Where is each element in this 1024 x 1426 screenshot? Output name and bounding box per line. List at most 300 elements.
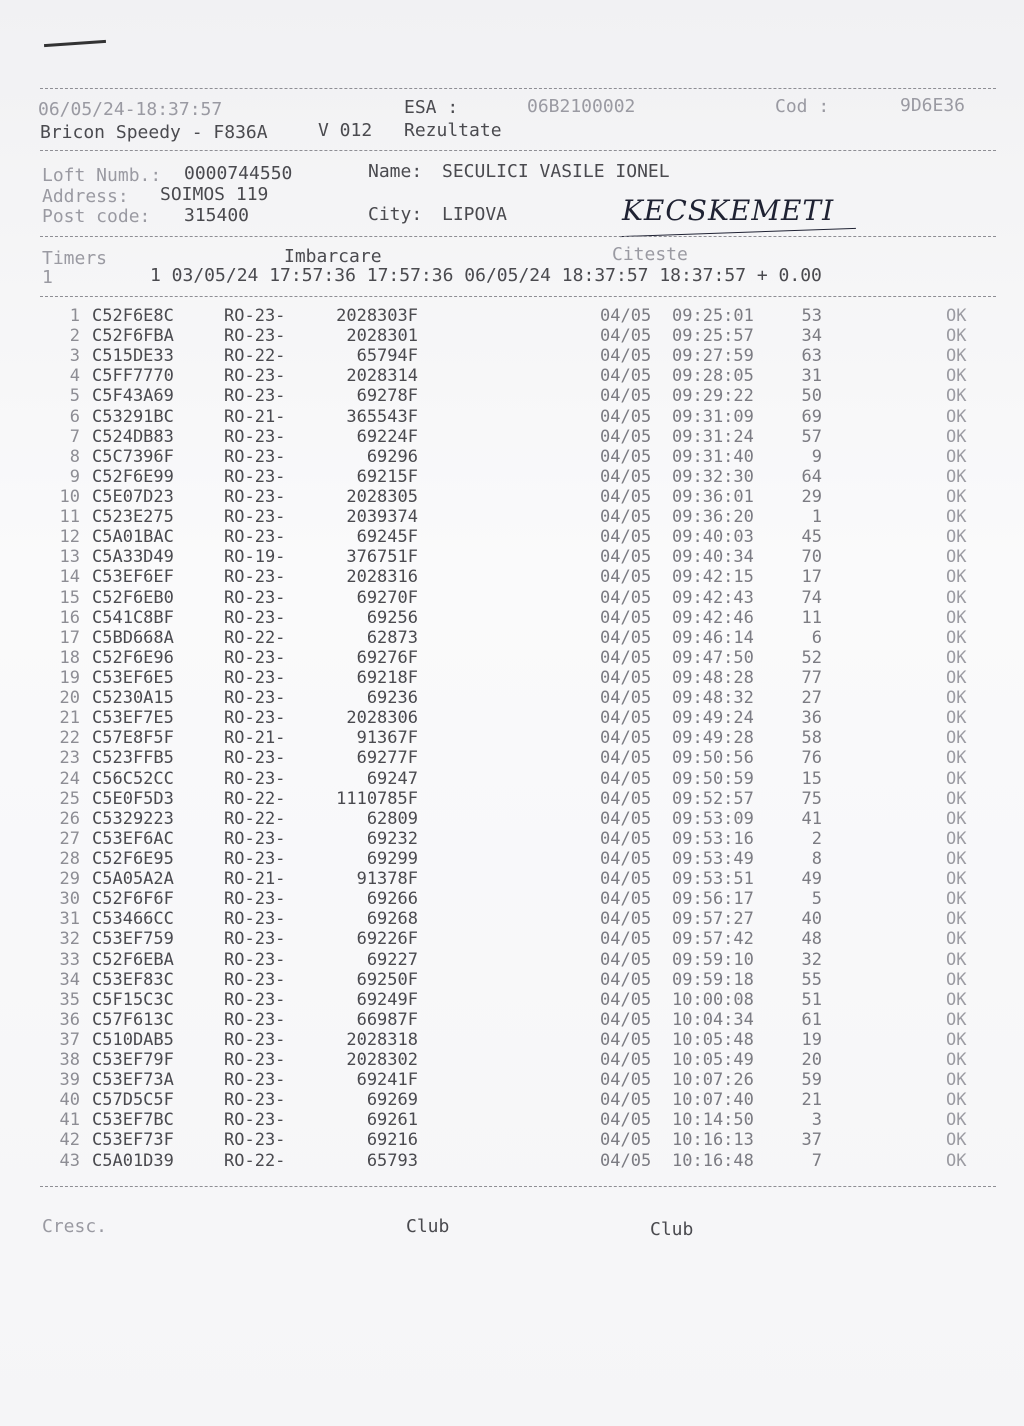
arrival-date: 04/05 [600, 1130, 652, 1151]
arrival-date: 04/05 [600, 1029, 652, 1050]
ring-number: 2028316 [346, 567, 418, 588]
row-index: 3 [69, 346, 80, 367]
ring-number: 65793 [366, 1150, 418, 1171]
status: OK [946, 567, 967, 588]
ring-number: 2028314 [346, 366, 418, 387]
arrival-time: 09:42:43 [672, 587, 754, 608]
status: OK [946, 547, 967, 568]
ring-prefix: RO-23- [224, 527, 286, 548]
table-row [0, 668, 1024, 688]
row-index: 35 [59, 989, 80, 1010]
table-row [0, 849, 1024, 869]
ring-number: 2028303F [336, 306, 418, 326]
position: 21 [801, 1090, 822, 1111]
ring-prefix: RO-23- [224, 486, 286, 507]
row-index: 24 [59, 768, 80, 789]
ring-prefix: RO-23- [224, 446, 286, 467]
chip-id: C52F6FBA [92, 326, 174, 347]
arrival-date: 04/05 [600, 1070, 652, 1091]
ring-prefix: RO-19- [224, 547, 286, 568]
position: 20 [801, 1050, 822, 1071]
row-index: 2 [69, 326, 80, 347]
arrival-time: 09:59:18 [672, 969, 754, 990]
citeste-label: Citeste [612, 244, 688, 265]
row-index: 30 [59, 889, 80, 910]
table-row [0, 1110, 1024, 1130]
footer-club-2: Club [650, 1219, 694, 1240]
table-row [0, 588, 1024, 608]
arrival-date: 04/05 [600, 527, 652, 548]
row-index: 9 [69, 466, 80, 487]
ring-number: 69236 [366, 688, 418, 709]
position: 74 [801, 587, 822, 608]
footer-cresc: Cresc. [42, 1216, 108, 1237]
city-value: LIPOVA [442, 204, 508, 225]
chip-id: C5E07D23 [92, 486, 174, 507]
arrival-date: 04/05 [600, 848, 652, 869]
arrival-time: 10:14:50 [672, 1110, 754, 1131]
ring-prefix: RO-23- [224, 306, 286, 326]
row-index: 11 [59, 507, 80, 528]
arrival-date: 04/05 [600, 708, 652, 729]
ring-prefix: RO-23- [224, 507, 286, 528]
arrival-time: 10:16:13 [672, 1130, 754, 1151]
arrival-date: 04/05 [600, 828, 652, 849]
position: 36 [801, 708, 822, 729]
row-index: 43 [59, 1150, 80, 1171]
chip-id: C52F6F6F [92, 889, 174, 910]
chip-id: C52F6EBA [92, 949, 174, 970]
status: OK [946, 426, 967, 447]
status: OK [946, 627, 967, 648]
position: 19 [801, 1029, 822, 1050]
table-row [0, 1151, 1024, 1171]
arrival-time: 09:31:24 [672, 426, 754, 447]
arrival-time: 10:00:08 [672, 989, 754, 1010]
ring-prefix: RO-23- [224, 1029, 286, 1050]
status: OK [946, 346, 967, 367]
table-row [0, 326, 1024, 346]
row-index: 13 [59, 547, 80, 568]
arrival-time: 09:49:28 [672, 728, 754, 749]
status: OK [946, 326, 967, 347]
ring-number: 69269 [366, 1090, 418, 1111]
row-index: 39 [59, 1070, 80, 1091]
chip-id: C53EF7E5 [92, 708, 174, 729]
table-row [0, 789, 1024, 809]
row-index: 27 [59, 828, 80, 849]
arrival-date: 04/05 [600, 748, 652, 769]
arrival-date: 04/05 [600, 688, 652, 709]
position: 61 [801, 1009, 822, 1030]
position: 6 [811, 627, 822, 648]
arrival-time: 10:05:49 [672, 1050, 754, 1071]
ring-number: 69277F [356, 748, 418, 769]
handwritten-note: KECSKEMETI [622, 194, 835, 227]
table-row [0, 1010, 1024, 1030]
table-row [0, 829, 1024, 849]
ring-prefix: RO-23- [224, 828, 286, 849]
arrival-time: 09:48:32 [672, 688, 754, 709]
position: 52 [801, 647, 822, 668]
table-row [0, 990, 1024, 1010]
row-index: 25 [59, 788, 80, 809]
table-row [0, 1050, 1024, 1070]
ring-prefix: RO-23- [224, 929, 286, 950]
ring-number: 69232 [366, 828, 418, 849]
ring-prefix: RO-23- [224, 989, 286, 1010]
ring-number: 69245F [356, 527, 418, 548]
arrival-date: 04/05 [600, 406, 652, 427]
status: OK [946, 929, 967, 950]
table-row [0, 688, 1024, 708]
arrival-date: 04/05 [600, 728, 652, 749]
arrival-date: 04/05 [600, 1110, 652, 1131]
status: OK [946, 949, 967, 970]
arrival-date: 04/05 [600, 547, 652, 568]
footer-club-1: Club [406, 1216, 450, 1237]
ring-number: 69278F [356, 386, 418, 407]
arrival-date: 04/05 [600, 366, 652, 387]
table-row [0, 1130, 1024, 1150]
chip-id: C52F6E96 [92, 647, 174, 668]
status: OK [946, 446, 967, 467]
status: OK [946, 708, 967, 729]
row-index: 14 [59, 567, 80, 588]
ring-number: 62873 [366, 627, 418, 648]
status: OK [946, 667, 967, 688]
ring-number: 62809 [366, 808, 418, 829]
timer-line: 1 03/05/24 17:57:36 17:57:36 06/05/24 18:37:57 18:37:57 + 0.00 [150, 265, 822, 286]
table-row [0, 929, 1024, 949]
ring-prefix: RO-23- [224, 969, 286, 990]
arrival-date: 04/05 [600, 909, 652, 930]
ring-number: 69270F [356, 587, 418, 608]
arrival-time: 09:50:59 [672, 768, 754, 789]
arrival-time: 09:27:59 [672, 346, 754, 367]
chip-id: C57E8F5F [92, 728, 174, 749]
row-index: 26 [59, 808, 80, 829]
ring-number: 2028318 [346, 1029, 418, 1050]
arrival-date: 04/05 [600, 326, 652, 347]
chip-id: C53EF83C [92, 969, 174, 990]
arrival-time: 09:46:14 [672, 627, 754, 648]
ring-prefix: RO-23- [224, 1130, 286, 1151]
cod-label: Cod : [775, 96, 830, 117]
arrival-time: 09:53:51 [672, 869, 754, 890]
firmware-version: V 012 [318, 120, 373, 141]
arrival-time: 09:49:24 [672, 708, 754, 729]
status: OK [946, 1050, 967, 1071]
table-row [0, 1030, 1024, 1050]
ring-prefix: RO-22- [224, 627, 286, 648]
arrival-time: 09:50:56 [672, 748, 754, 769]
table-row [0, 366, 1024, 386]
status: OK [946, 306, 967, 326]
row-index: 33 [59, 949, 80, 970]
status: OK [946, 848, 967, 869]
results-table [0, 306, 1024, 1171]
arrival-date: 04/05 [600, 889, 652, 910]
table-row [0, 547, 1024, 567]
chip-id: C53EF79F [92, 1050, 174, 1071]
position: 77 [801, 667, 822, 688]
ring-number: 2028306 [346, 708, 418, 729]
ring-number: 69215F [356, 466, 418, 487]
arrival-time: 09:31:40 [672, 446, 754, 467]
timers-label: Timers [42, 248, 108, 269]
ring-number: 91367F [356, 728, 418, 749]
divider-owner [40, 236, 996, 237]
position: 75 [801, 788, 822, 809]
ring-prefix: RO-23- [224, 748, 286, 769]
arrival-date: 04/05 [600, 627, 652, 648]
ring-number: 376751F [346, 547, 418, 568]
arrival-date: 04/05 [600, 989, 652, 1010]
position: 63 [801, 346, 822, 367]
chip-id: C523FFB5 [92, 748, 174, 769]
status: OK [946, 607, 967, 628]
ring-prefix: RO-23- [224, 567, 286, 588]
status: OK [946, 808, 967, 829]
arrival-date: 04/05 [600, 768, 652, 789]
ring-prefix: RO-23- [224, 688, 286, 709]
row-index: 38 [59, 1050, 80, 1071]
divider-timers [40, 296, 996, 297]
ring-number: 69266 [366, 889, 418, 910]
device-name: Bricon Speedy - F836A [40, 122, 268, 143]
table-row [0, 889, 1024, 909]
arrival-date: 04/05 [600, 808, 652, 829]
arrival-time: 10:16:48 [672, 1150, 754, 1171]
ring-prefix: RO-23- [224, 426, 286, 447]
table-row [0, 628, 1024, 648]
arrival-date: 04/05 [600, 647, 652, 668]
cod-value: 9D6E36 [900, 95, 966, 116]
chip-id: C524DB83 [92, 426, 174, 447]
status: OK [946, 406, 967, 427]
chip-id: C56C52CC [92, 768, 174, 789]
row-index: 32 [59, 929, 80, 950]
arrival-date: 04/05 [600, 788, 652, 809]
chip-id: C5F15C3C [92, 989, 174, 1010]
position: 58 [801, 728, 822, 749]
status: OK [946, 466, 967, 487]
divider-bottom [40, 1186, 996, 1187]
chip-id: C53291BC [92, 406, 174, 427]
print-datetime: 06/05/24-18:37:57 [38, 99, 223, 120]
arrival-date: 04/05 [600, 929, 652, 950]
table-row [0, 970, 1024, 990]
table-row [0, 407, 1024, 427]
status: OK [946, 889, 967, 910]
status: OK [946, 869, 967, 890]
ring-prefix: RO-23- [224, 607, 286, 628]
arrival-time: 09:28:05 [672, 366, 754, 387]
ring-prefix: RO-23- [224, 768, 286, 789]
position: 40 [801, 909, 822, 930]
position: 55 [801, 969, 822, 990]
ring-number: 65794F [356, 346, 418, 367]
esa-label: ESA : [404, 97, 459, 118]
arrival-time: 09:36:20 [672, 507, 754, 528]
row-index: 12 [59, 527, 80, 548]
position: 51 [801, 989, 822, 1010]
position: 7 [811, 1150, 822, 1171]
table-row [0, 487, 1024, 507]
status: OK [946, 1110, 967, 1131]
table-row [0, 567, 1024, 587]
position: 59 [801, 1070, 822, 1091]
row-index: 10 [59, 486, 80, 507]
arrival-time: 09:31:09 [672, 406, 754, 427]
chip-id: C53EF759 [92, 929, 174, 950]
ring-number: 69218F [356, 667, 418, 688]
chip-id: C5A01D39 [92, 1150, 174, 1171]
arrival-time: 09:47:50 [672, 647, 754, 668]
position: 49 [801, 869, 822, 890]
ring-prefix: RO-23- [224, 1090, 286, 1111]
arrival-date: 04/05 [600, 426, 652, 447]
row-index: 18 [59, 647, 80, 668]
arrival-time: 09:42:46 [672, 607, 754, 628]
chip-id: C52F6E99 [92, 466, 174, 487]
ring-prefix: RO-23- [224, 1110, 286, 1131]
row-index: 17 [59, 627, 80, 648]
ring-number: 69268 [366, 909, 418, 930]
chip-id: C510DAB5 [92, 1029, 174, 1050]
ring-number: 69227 [366, 949, 418, 970]
row-index: 6 [69, 406, 80, 427]
ring-number: 91378F [356, 869, 418, 890]
chip-id: C52F6E95 [92, 848, 174, 869]
ring-prefix: RO-23- [224, 848, 286, 869]
arrival-time: 09:52:57 [672, 788, 754, 809]
esa-value: 06B2100002 [527, 96, 636, 117]
divider-header [40, 150, 996, 151]
position: 31 [801, 366, 822, 387]
position: 37 [801, 1130, 822, 1151]
arrival-time: 09:53:09 [672, 808, 754, 829]
address-value: SOIMOS 119 [160, 184, 269, 205]
ring-prefix: RO-23- [224, 366, 286, 387]
status: OK [946, 768, 967, 789]
divider-top [40, 88, 996, 89]
arrival-date: 04/05 [600, 306, 652, 326]
ring-number: 69250F [356, 969, 418, 990]
row-index: 21 [59, 708, 80, 729]
position: 27 [801, 688, 822, 709]
status: OK [946, 728, 967, 749]
table-row [0, 306, 1024, 326]
arrival-date: 04/05 [600, 466, 652, 487]
arrival-date: 04/05 [600, 507, 652, 528]
arrival-time: 09:25:57 [672, 326, 754, 347]
status: OK [946, 587, 967, 608]
ring-number: 69226F [356, 929, 418, 950]
row-index: 36 [59, 1009, 80, 1030]
table-row [0, 527, 1024, 547]
arrival-time: 09:57:42 [672, 929, 754, 950]
position: 3 [811, 1110, 822, 1131]
ring-prefix: RO-23- [224, 1070, 286, 1091]
ring-prefix: RO-23- [224, 647, 286, 668]
position: 50 [801, 386, 822, 407]
status: OK [946, 486, 967, 507]
arrival-date: 04/05 [600, 969, 652, 990]
chip-id: C53466CC [92, 909, 174, 930]
status: OK [946, 1070, 967, 1091]
position: 32 [801, 949, 822, 970]
position: 17 [801, 567, 822, 588]
position: 8 [811, 848, 822, 869]
ring-prefix: RO-22- [224, 808, 286, 829]
row-index: 28 [59, 848, 80, 869]
ring-number: 365543F [346, 406, 418, 427]
row-index: 15 [59, 587, 80, 608]
arrival-date: 04/05 [600, 587, 652, 608]
ring-number: 2028301 [346, 326, 418, 347]
table-row [0, 869, 1024, 889]
table-row [0, 950, 1024, 970]
status: OK [946, 788, 967, 809]
table-row [0, 728, 1024, 748]
chip-id: C53EF6E5 [92, 667, 174, 688]
arrival-time: 09:40:03 [672, 527, 754, 548]
table-row [0, 748, 1024, 768]
row-index: 1 [69, 306, 80, 326]
arrival-time: 09:40:34 [672, 547, 754, 568]
loft-label: Loft Numb.: [42, 165, 162, 186]
chip-id: C53EF73A [92, 1070, 174, 1091]
pen-mark [44, 40, 106, 47]
city-label: City: [368, 204, 423, 225]
chip-id: C53EF7BC [92, 1110, 174, 1131]
table-row [0, 386, 1024, 406]
ring-prefix: RO-23- [224, 466, 286, 487]
chip-id: C53EF6AC [92, 828, 174, 849]
row-index: 41 [59, 1110, 80, 1131]
row-index: 5 [69, 386, 80, 407]
arrival-date: 04/05 [600, 1090, 652, 1111]
status: OK [946, 1150, 967, 1171]
row-index: 23 [59, 748, 80, 769]
table-row [0, 447, 1024, 467]
ring-prefix: RO-23- [224, 889, 286, 910]
chip-id: C5FF7770 [92, 366, 174, 387]
arrival-time: 10:04:34 [672, 1009, 754, 1030]
position: 57 [801, 426, 822, 447]
status: OK [946, 386, 967, 407]
chip-id: C52F6EB0 [92, 587, 174, 608]
row-index: 37 [59, 1029, 80, 1050]
ring-prefix: RO-23- [224, 949, 286, 970]
ring-number: 69256 [366, 607, 418, 628]
status: OK [946, 1090, 967, 1111]
row-index: 42 [59, 1130, 80, 1151]
table-row [0, 507, 1024, 527]
arrival-time: 09:29:22 [672, 386, 754, 407]
ring-prefix: RO-23- [224, 326, 286, 347]
ring-prefix: RO-22- [224, 788, 286, 809]
name-value: SECULICI VASILE IONEL [442, 161, 670, 182]
ring-number: 1110785F [336, 788, 418, 809]
position: 76 [801, 748, 822, 769]
position: 15 [801, 768, 822, 789]
status: OK [946, 527, 967, 548]
status: OK [946, 1009, 967, 1030]
status: OK [946, 647, 967, 668]
